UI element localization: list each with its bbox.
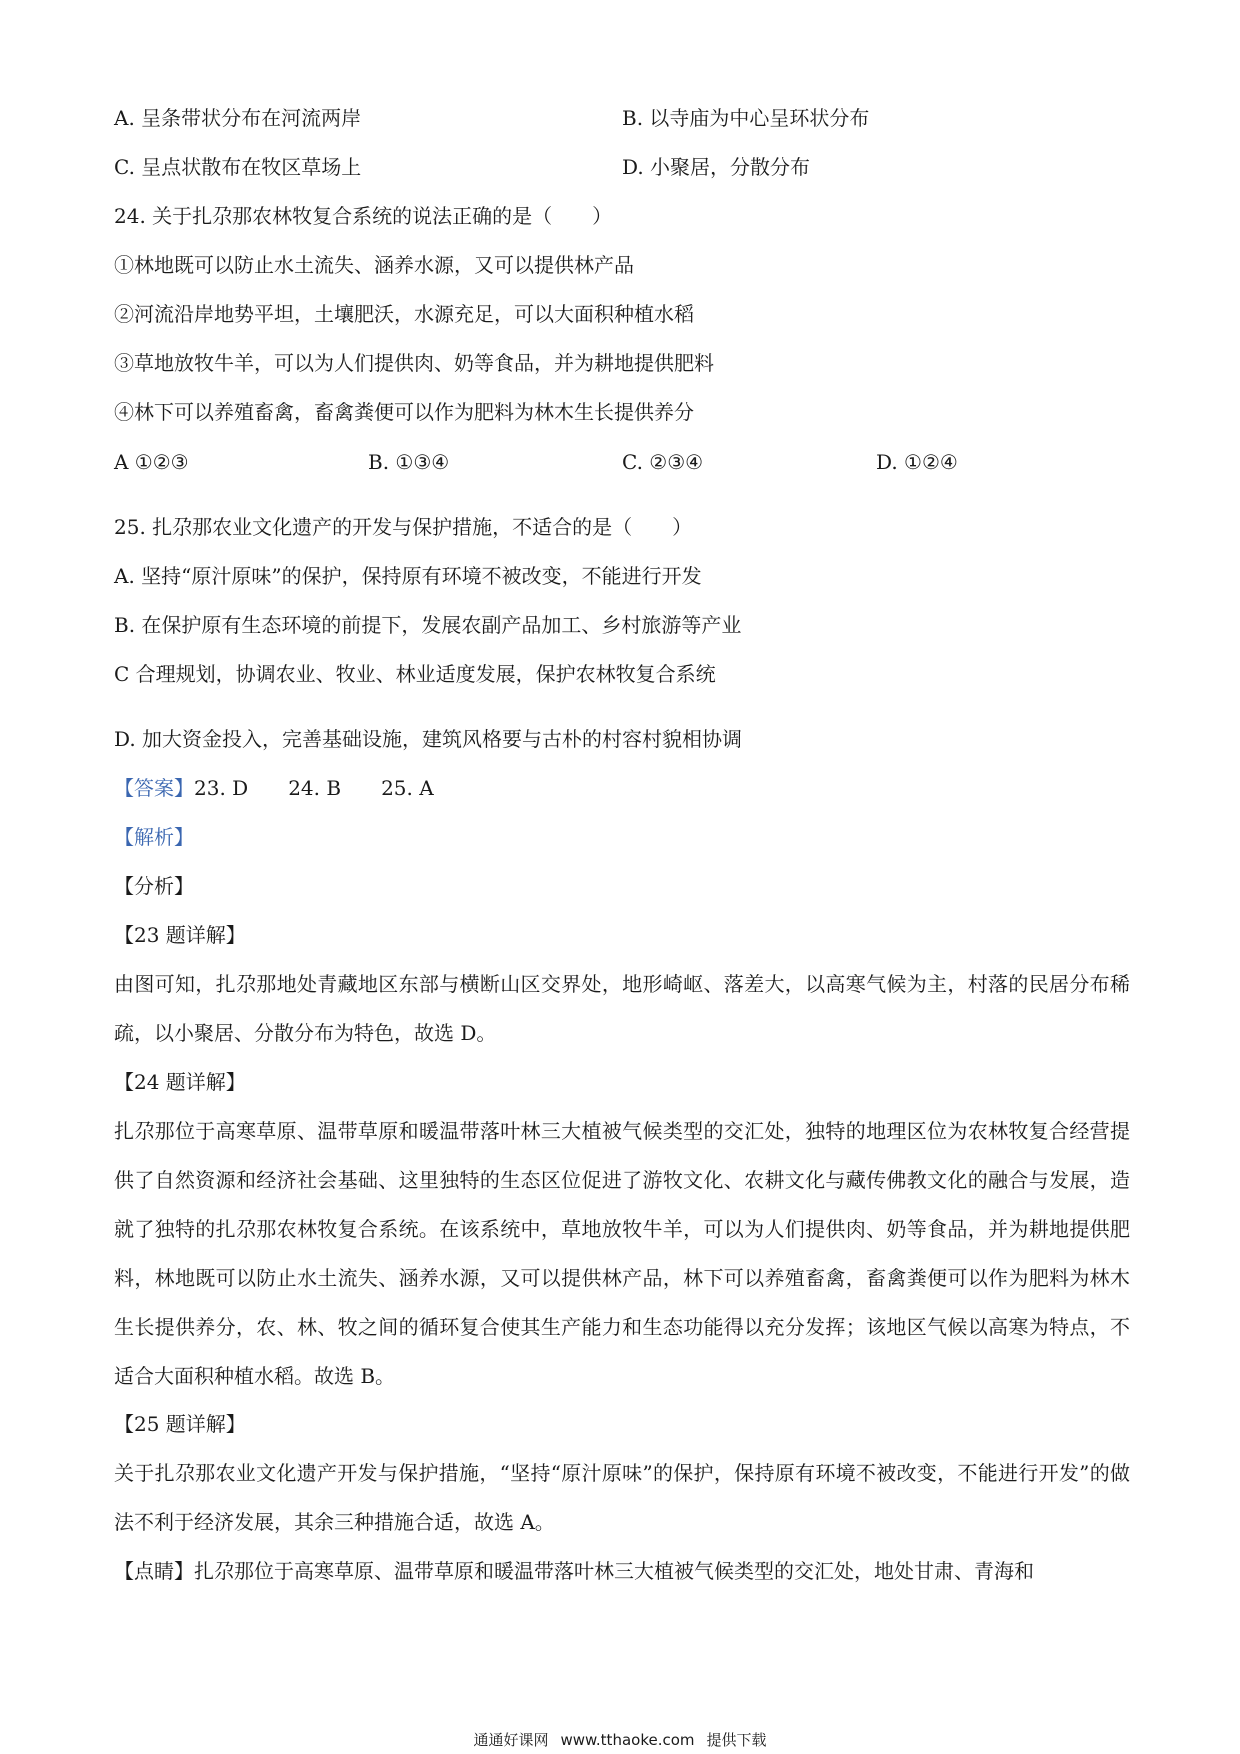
- footer-url[interactable]: www.tthaoke.com: [560, 1731, 695, 1749]
- d24-text: 扎尕那位于高寒草原、温带草原和暖温带落叶林三大植被气候类型的交汇处，独特的地理区位为农林牧复合经营提供了自然资源和经济社会基础、这里独特的生态区位促进了游牧文化、农耕文化与藏传佛教文化的融合与发展，造就了独特的扎尕那农林牧复合系统。在该系统中，草地放牧牛羊，可以为人们提供肉、奶等食品，并为耕地提供肥料，林地既可以防止水土流失、涵养水源，又可以提供林产品，林下可以养殖畜禽，畜禽粪便可以作为肥料为林木生长提供养分，农、林、牧之间的循环复合使其生产能力和生态功能得以充分发挥；该地区气候以高寒为特点，不适合大面积种植水稻。故选 B。: [114, 1119, 1130, 1388]
- q25-option-c: C 合理规划，协调农业、牧业、林业适度发展，保护农林牧复合系统: [114, 662, 716, 686]
- dianjing-text: 扎尕那位于高寒草原、温带草原和暖温带落叶林三大植被气候类型的交汇处，地处甘肃、青海和: [194, 1559, 1034, 1583]
- d25-heading: 【25 题详解】: [114, 1412, 246, 1436]
- q23-option-b: B. 以寺庙为中心呈环状分布: [622, 106, 870, 130]
- q24-statement-1: ①林地既可以防止水土流失、涵养水源，又可以提供林产品: [114, 253, 634, 277]
- d25-text: 关于扎尕那农业文化遗产开发与保护措施，“坚持“原汁原味”的保护，保持原有环境不被改变，不能进行开发”的做法不利于经济发展，其余三种措施合适，故选 A。: [114, 1461, 1130, 1534]
- q25-option-a: A. 坚持“原汁原味”的保护，保持原有环境不被改变，不能进行开发: [114, 564, 702, 588]
- q24-option-b: B. ①③④: [368, 450, 450, 474]
- d23-text: 由图可知，扎尕那地处青藏地区东部与横断山区交界处，地形崎岖、落差大，以高寒气候为主，村落的民居分布稀疏，以小聚居、分散分布为特色，故选 D。: [114, 972, 1130, 1045]
- answer-24: 24. B: [288, 776, 342, 800]
- q24-statement-3: ③草地放牧牛羊，可以为人们提供肉、奶等食品，并为耕地提供肥料: [114, 351, 714, 375]
- q23-option-c: C. 呈点状散布在牧区草场上: [114, 155, 362, 179]
- fenxi-heading: 【分析】: [114, 874, 194, 898]
- q23-option-a: A. 呈条带状分布在河流两岸: [114, 106, 362, 130]
- dianjing-tag: 【点睛】: [114, 1559, 194, 1583]
- q25-option-d: D. 加大资金投入，完善基础设施，建筑风格要与古朴的村容村貌相协调: [114, 727, 743, 751]
- page-footer: [0, 1730, 1240, 1750]
- q24-option-a: A ①②③: [114, 450, 189, 474]
- q23-option-d: D. 小聚居，分散分布: [622, 155, 811, 179]
- q25-option-b: B. 在保护原有生态环境的前提下，发展农副产品加工、乡村旅游等产业: [114, 613, 742, 637]
- analysis-tag: 【解析】: [114, 825, 194, 849]
- answer-23: 23. D: [194, 776, 249, 800]
- q24-stem: 24. 关于扎尕那农林牧复合系统的说法正确的是（ ）: [114, 204, 613, 228]
- q24-statement-2: ②河流沿岸地势平坦，土壤肥沃，水源充足，可以大面积种植水稻: [114, 302, 694, 326]
- answer-25: 25. A: [381, 776, 434, 800]
- dianjing-line: [114, 1557, 1034, 1585]
- q25-stem: 25. 扎尕那农业文化遗产的开发与保护措施，不适合的是（ ）: [114, 515, 693, 539]
- footer-site: 通通好课网: [473, 1731, 549, 1749]
- q24-statement-4: ④林下可以养殖畜禽，畜禽粪便可以作为肥料为林木生长提供养分: [114, 400, 694, 424]
- d23-heading: 【23 题详解】: [114, 923, 246, 947]
- q24-option-c: C. ②③④: [622, 450, 704, 474]
- answer-line: [114, 774, 434, 802]
- answer-tag: 【答案】: [114, 776, 194, 800]
- footer-note: 提供下载: [706, 1731, 767, 1749]
- q24-option-d: D. ①②④: [876, 450, 958, 474]
- d24-heading: 【24 题详解】: [114, 1070, 246, 1094]
